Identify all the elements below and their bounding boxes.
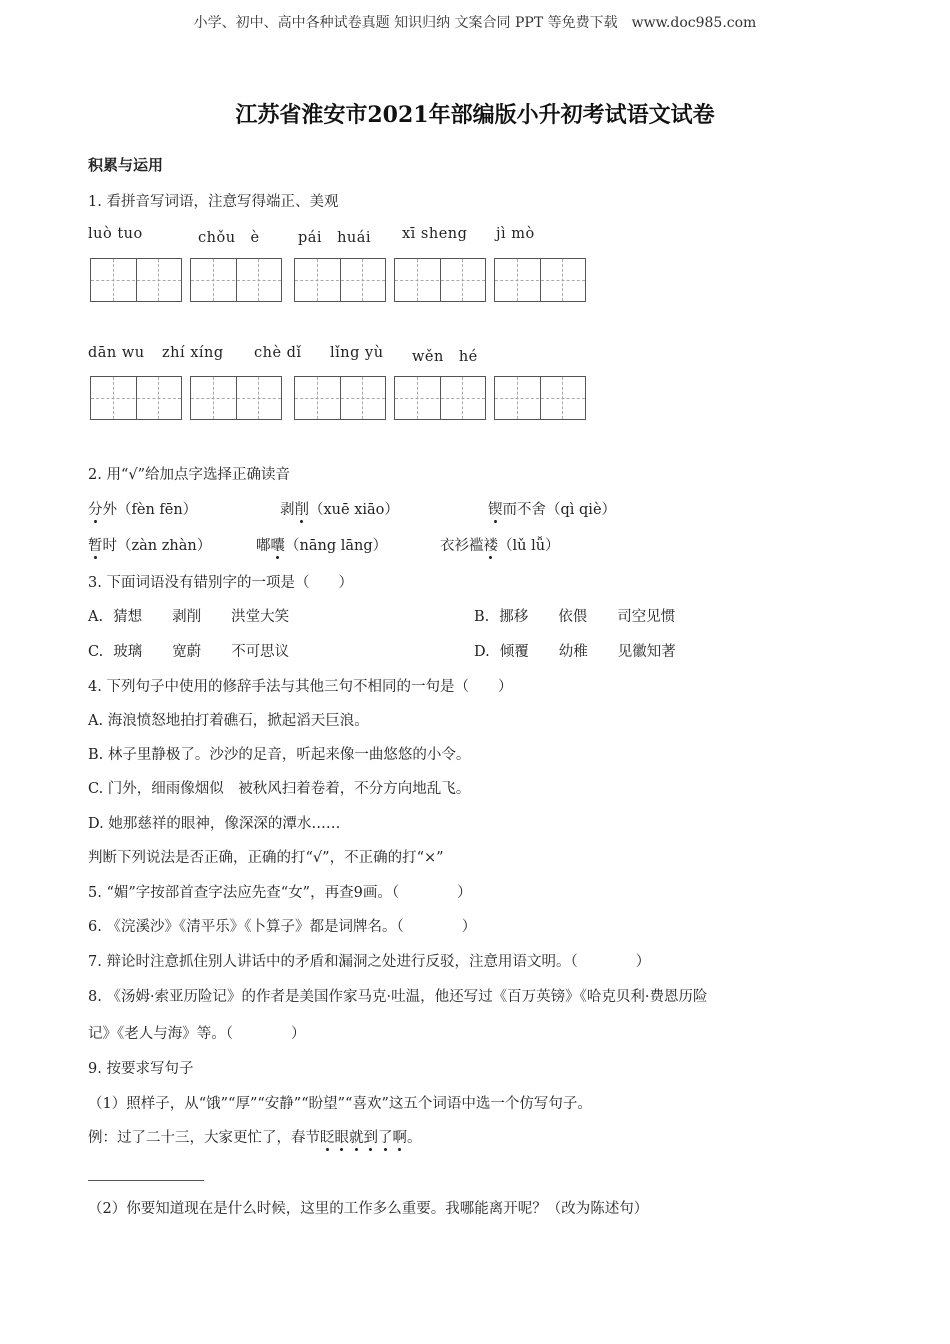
q4-option-c[interactable]: C. 门外，细雨像烟似 被秋风扫着卷着，不分方向地乱飞。: [88, 781, 471, 797]
q1-pinyin-5: jì mò: [496, 226, 535, 242]
writing-grid-box[interactable]: [90, 376, 182, 420]
q1-pinyin-10: wěn hé: [412, 349, 478, 365]
q6: 6. 《浣溪沙》《清平乐》《卜算子》都是词牌名。（ ）: [88, 919, 477, 935]
q7: 7. 辩论时注意抓住别人讲话中的矛盾和漏洞之处进行反驳，注意用语文明。（ ）: [88, 954, 651, 970]
q1-pinyin-1: luò tuo: [88, 226, 143, 242]
dotted-char: 到: [363, 1130, 378, 1146]
q2-item-2: 剥削（xuē xiāo）: [280, 502, 399, 518]
dotted-char: 分: [88, 502, 103, 518]
writing-grid-box[interactable]: [190, 376, 282, 420]
q8-line-1: 8. 《汤姆·索亚历险记》的作者是美国作家马克·吐温，他还写过《百万英镑》《哈克贝利·费恩历险: [88, 989, 708, 1005]
q2-item-5: 嘟囔（nāng lāng）: [256, 538, 388, 554]
q4-option-d[interactable]: D. 她那慈祥的眼神，像深深的潭水……: [88, 816, 341, 832]
writing-grid-box[interactable]: [294, 258, 386, 302]
q9-part-2: （2）你要知道现在是什么时候，这里的工作多么重要。我哪能离开呢？（改为陈述句）: [88, 1201, 649, 1217]
q2-prompt: 2. 用“√”给加点字选择正确读音: [88, 467, 291, 483]
q3-option-b[interactable]: B. 挪移 依偎 司空见惯: [474, 609, 676, 625]
dotted-char: 暂: [88, 538, 103, 554]
dotted-char: 啊: [392, 1130, 407, 1146]
q1-prompt: 1. 看拼音写词语，注意写得端正、美观: [88, 194, 339, 210]
q8-line-2: 记》《老人与海》等。（ ）: [88, 1026, 306, 1042]
q1-pinyin-8: chè dǐ: [254, 345, 302, 361]
dotted-char: 眼: [334, 1130, 349, 1146]
q1-pinyin-6: dān wu: [88, 345, 145, 361]
dotted-char: 囔: [270, 538, 285, 554]
page-title: 江苏省淮安市2021年部编版小升初考试语文试卷: [235, 102, 715, 128]
writing-grid-box[interactable]: [494, 258, 586, 302]
q9-example: 例：过了二十三，大家更忙了，春节眨眼就到了啊。: [88, 1130, 422, 1146]
writing-grid-box[interactable]: [90, 258, 182, 302]
q1-pinyin-2: chǒu è: [198, 230, 260, 246]
dotted-char: 就: [349, 1130, 364, 1146]
writing-grid-box[interactable]: [294, 376, 386, 420]
q9-part-1: （1）照样子，从“饿”“厚”“安静”“盼望”“喜欢”这五个词语中选一个仿写句子。: [88, 1096, 592, 1112]
judge-instruction: 判断下列说法是否正确，正确的打“√”，不正确的打“×”: [88, 850, 444, 866]
q5: 5. “媚”字按部首查字法应先查“女”，再查9画。（ ）: [88, 885, 472, 901]
q1-pinyin-4: xī sheng: [402, 226, 468, 242]
q3-prompt: 3. 下面词语没有错别字的一项是（ ）: [88, 575, 353, 591]
q4-option-b[interactable]: B. 林子里静极了。沙沙的足音，听起来像一曲悠悠的小令。: [88, 747, 471, 763]
dotted-char: 褛: [483, 538, 498, 554]
dotted-char: 了: [378, 1130, 393, 1146]
writing-grid-box[interactable]: [394, 258, 486, 302]
dotted-char: 眨: [320, 1130, 335, 1146]
dotted-char: 锲: [488, 502, 503, 518]
q1-pinyin-7: zhí xíng: [162, 345, 224, 361]
q3-option-d[interactable]: D. 倾覆 幼稚 见徽知著: [474, 644, 676, 660]
q2-item-1: 分外（fèn fēn）: [88, 502, 198, 518]
q3-option-c[interactable]: C. 玻璃 宽蔚 不可思议: [88, 644, 290, 660]
dotted-char: 削: [294, 502, 309, 518]
page-header: 小学、初中、高中各种试卷真题 知识归纳 文案合同 PPT 等免费下载 www.doc985.com: [193, 15, 757, 31]
q4-option-a[interactable]: A. 海浪愤怒地拍打着礁石，掀起滔天巨浪。: [88, 713, 369, 729]
q4-prompt: 4. 下列句子中使用的修辞手法与其他三句不相同的一句是（ ）: [88, 679, 513, 695]
q2-item-4: 暂时（zàn zhàn）: [88, 538, 212, 554]
writing-grid-box[interactable]: [494, 376, 586, 420]
section-heading: 积累与运用: [88, 156, 164, 174]
q2-item-6: 衣衫褴褛（lǔ lǚ）: [440, 538, 560, 554]
q9-prompt: 9. 按要求写句子: [88, 1061, 194, 1077]
q1-pinyin-9: lǐng yù: [330, 345, 384, 361]
q3-option-a[interactable]: A. 猜想 剥削 洪堂大笑: [88, 609, 290, 625]
answer-line[interactable]: [88, 1180, 204, 1181]
q2-item-3: 锲而不舍（qì qiè）: [488, 502, 617, 518]
q1-pinyin-3: pái huái: [298, 230, 372, 246]
writing-grid-box[interactable]: [394, 376, 486, 420]
writing-grid-box[interactable]: [190, 258, 282, 302]
